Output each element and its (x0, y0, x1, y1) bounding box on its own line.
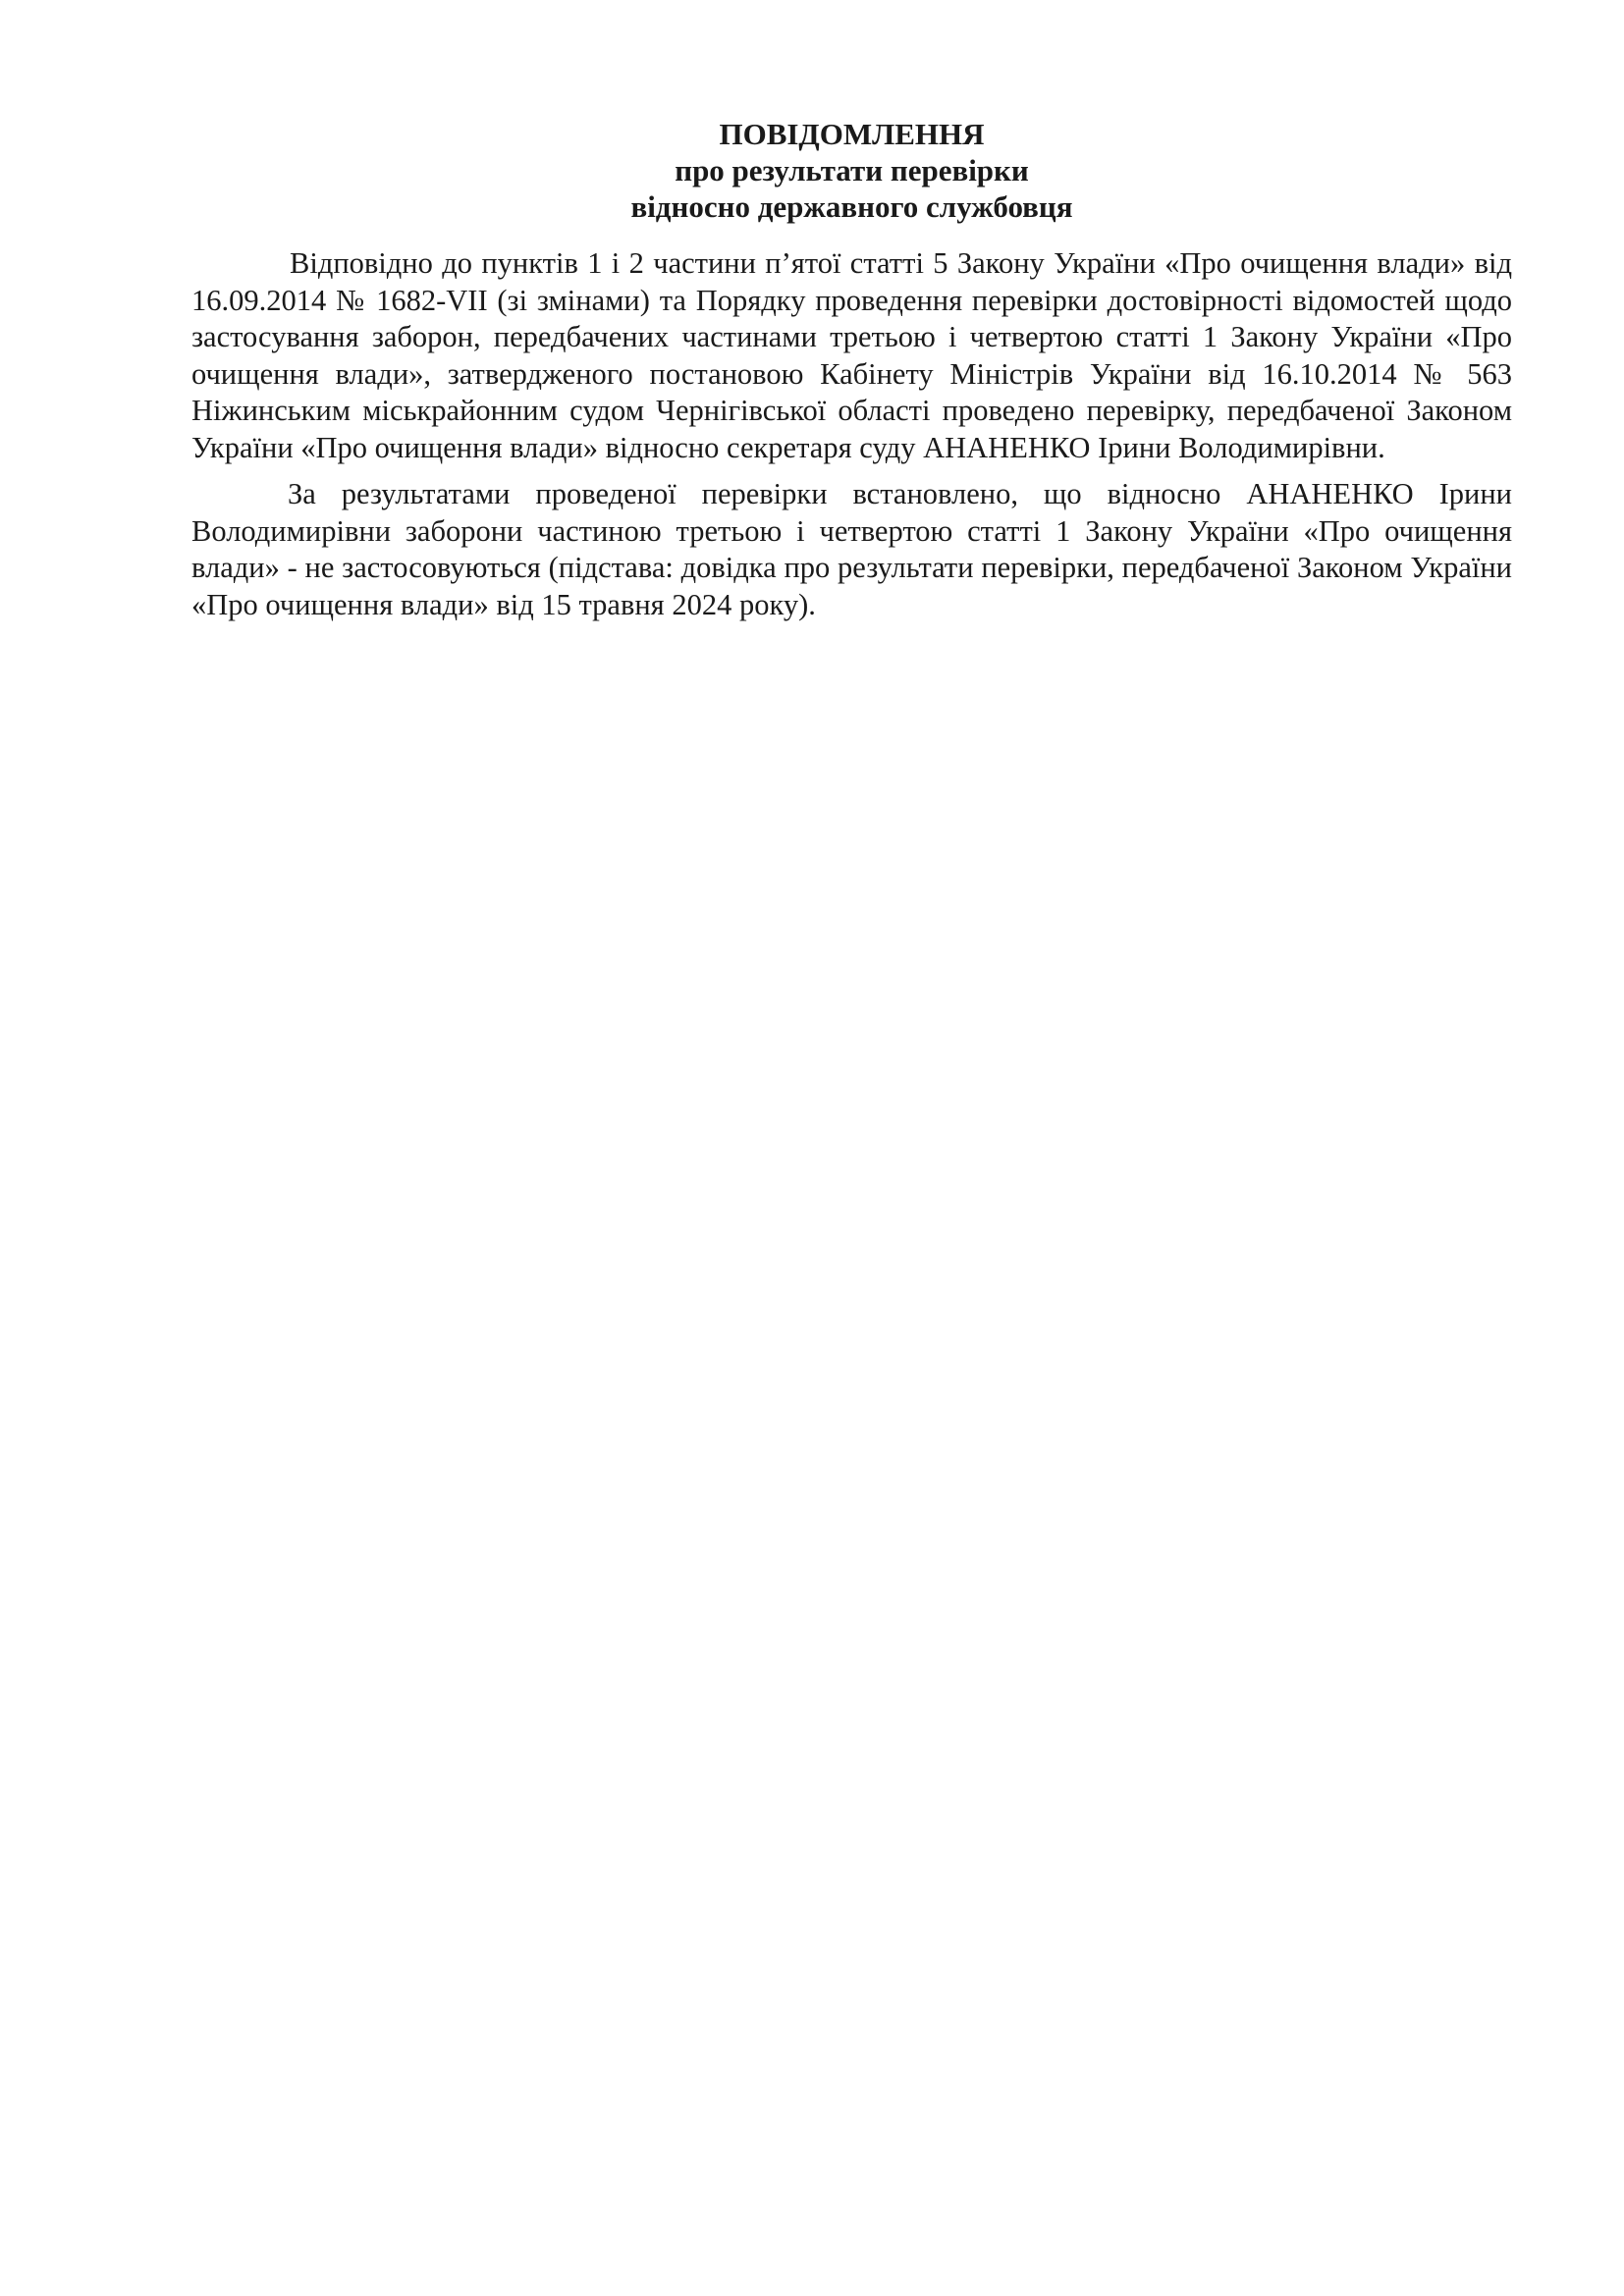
document-subtitle-line-1: про результати перевірки (675, 153, 1029, 187)
document-title: ПОВІДОМЛЕННЯ (719, 117, 985, 151)
document-body (191, 245, 1512, 623)
document-subtitle-line-2: відносно державного службовця (630, 189, 1073, 224)
paragraph-verification-result: За результатами проведеної перевірки встановлено, що відносно АНАНЕНКО Ірини Володимирівни заборони частиною третьою і четвертою статті 1 Закону України «Про очищення влади» - не застосовуються (підстава: довідка про результати перевірки, передбаченої Законом України «Про очищення влади» від 15 травня 2024 року). (191, 477, 1512, 621)
paragraph-legal-basis: Відповідно до пунктів 1 і 2 частини п’ятої статті 5 Закону України «Про очищення влади» від 16.09.2014 № 1682-VII (зі змінами) та Порядку проведення перевірки достовірності відомостей щодо застосування заборон, передбачених частинами третьою і четвертою статті 1 Закону України «Про очищення влади», затвердженого постановою Кабінету Міністрів України від 16.10.2014 № 563 Ніжинським міськрайонним судом Чернігівської області проведено перевірку, передбаченої Законом України «Про очищення влади» відносно секретаря суду АНАНЕНКО Ірини Володимирівни. (191, 246, 1512, 464)
document-heading (191, 116, 1512, 225)
